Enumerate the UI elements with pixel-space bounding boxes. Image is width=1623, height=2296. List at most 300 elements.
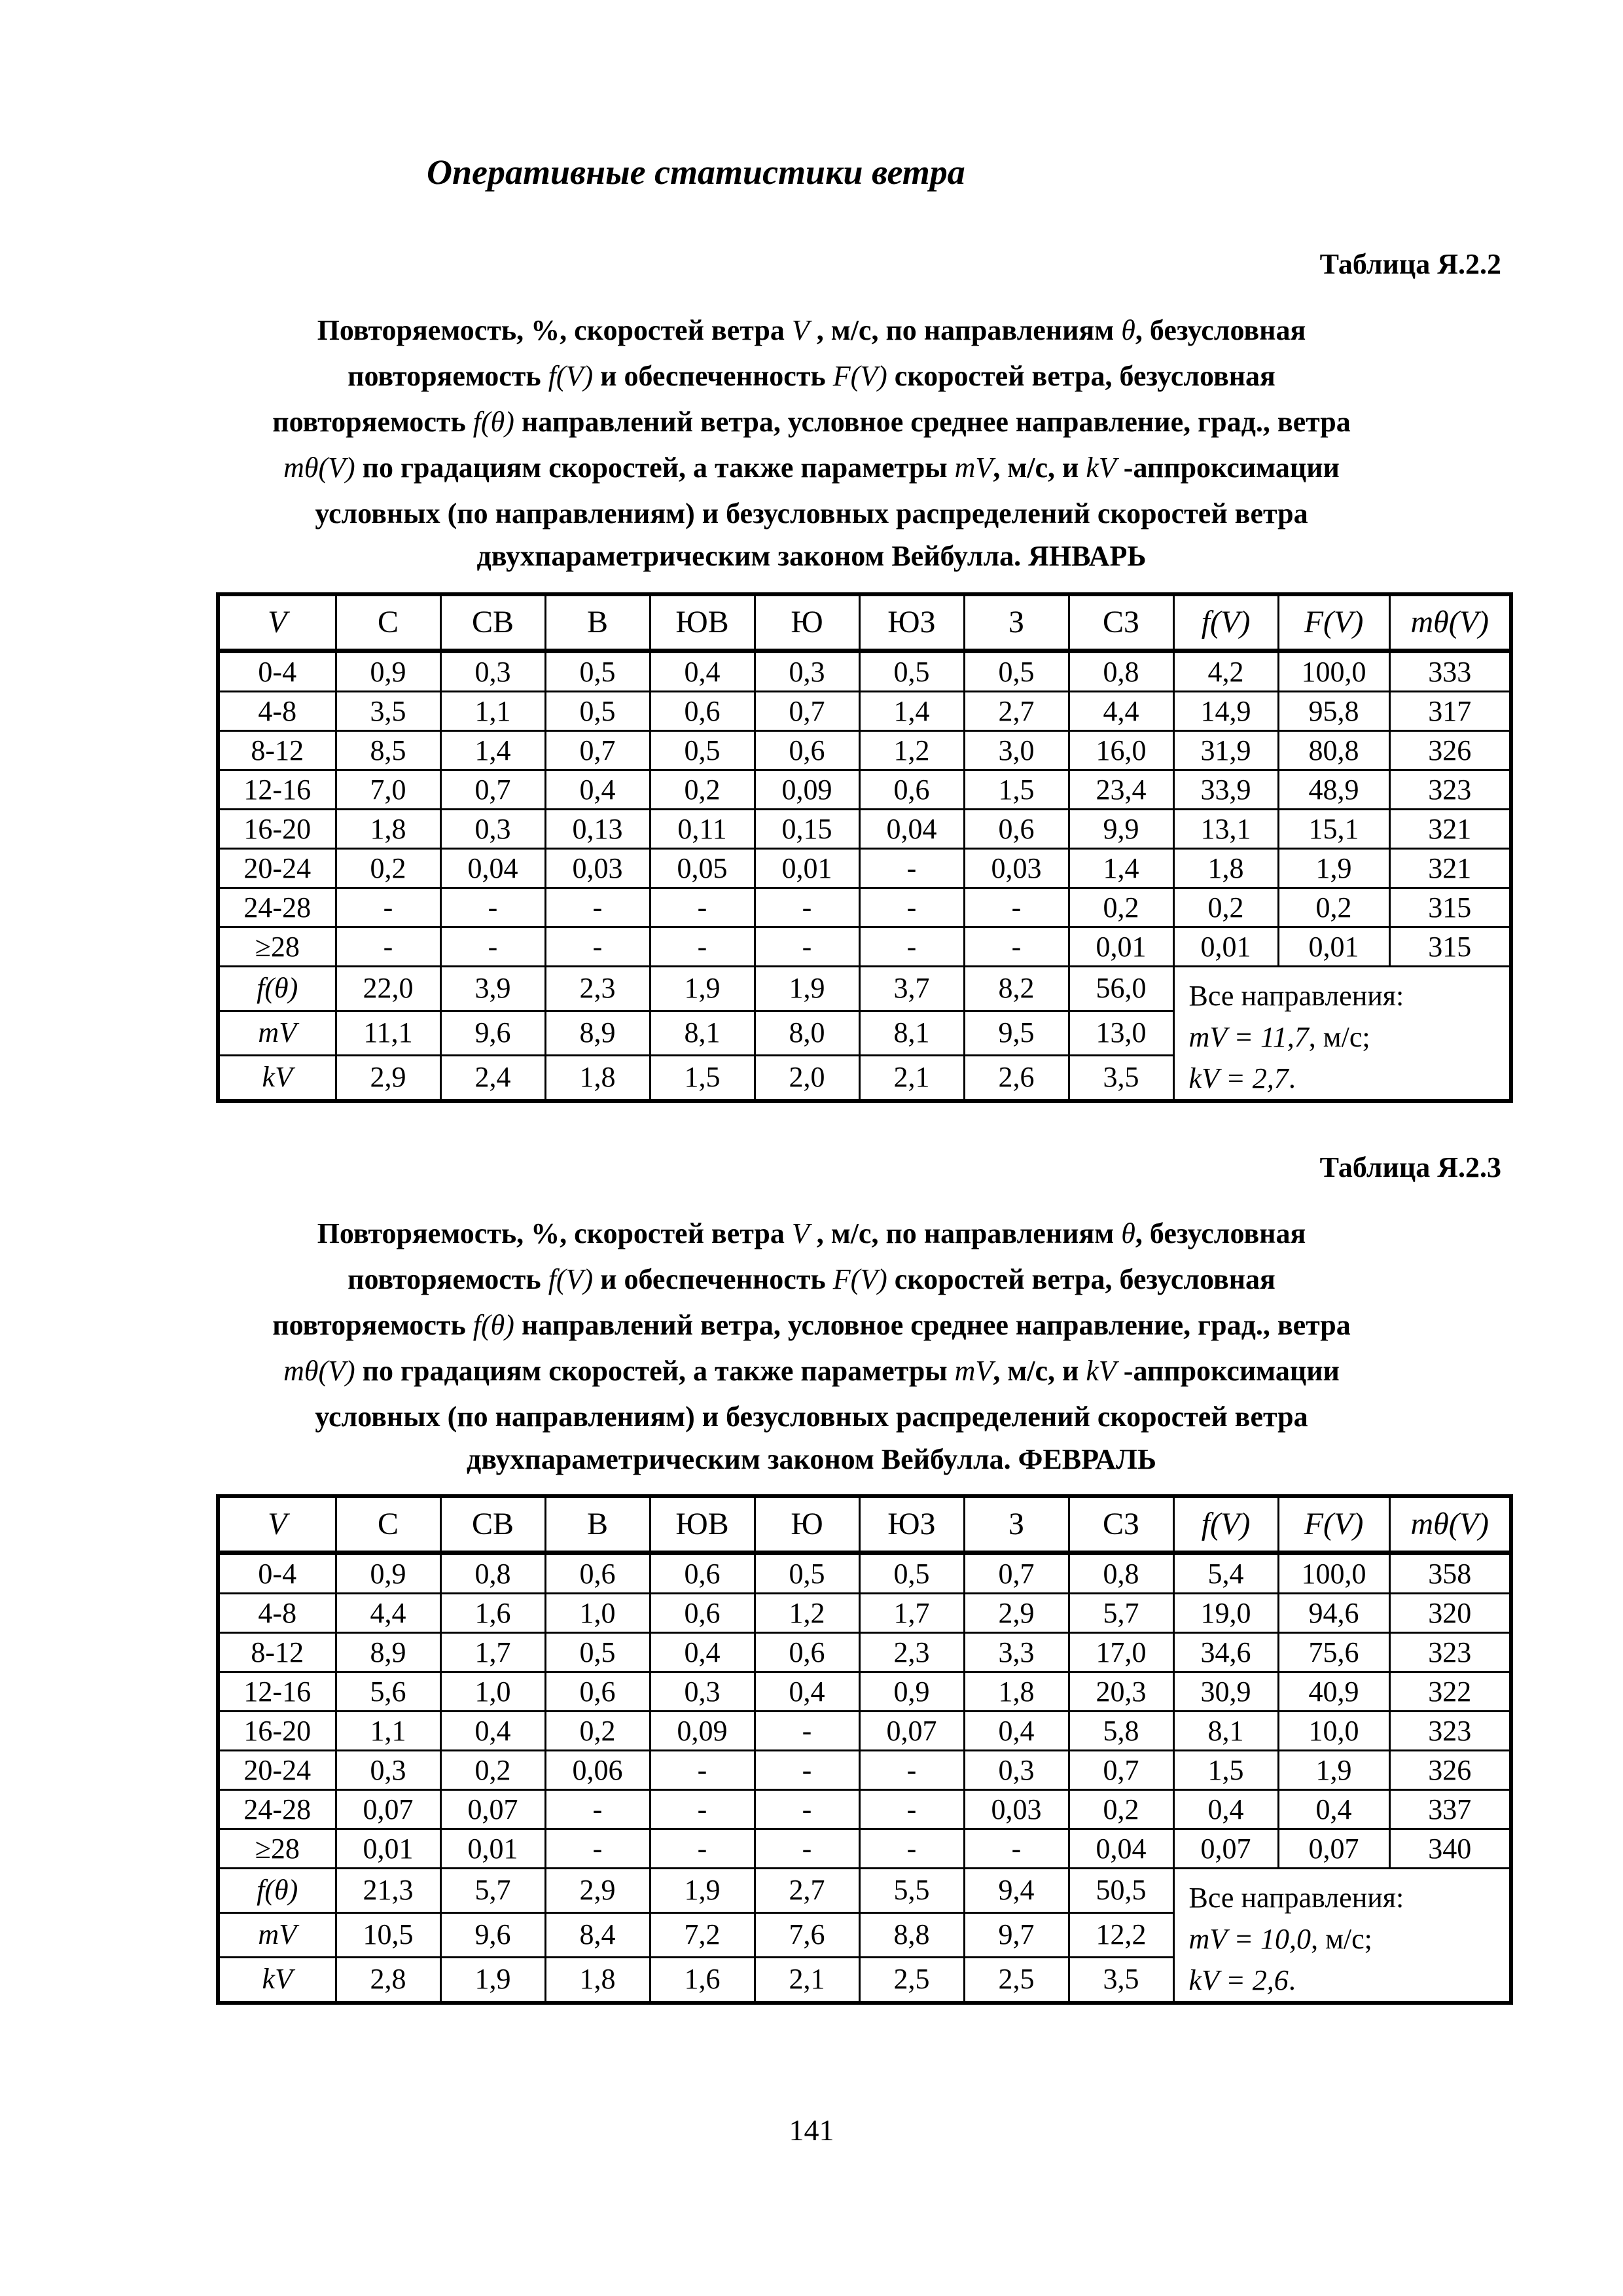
caption-text: двухпараметрическим законом Вейбулла. ФЕВРАЛЬ [466, 1443, 1157, 1475]
table-cell: 8,9 [545, 1011, 650, 1055]
table-cell: - [755, 888, 859, 927]
caption-text: -аппроксимации [1123, 1355, 1340, 1387]
table-cell: - [859, 927, 964, 967]
table-cell: 1,1 [336, 1712, 440, 1751]
table-cell: 0,6 [650, 692, 755, 731]
all-directions-summary [1173, 967, 1511, 1102]
table-cell: 14,9 [1173, 692, 1278, 731]
caption-line [122, 399, 1501, 445]
header-cell: З [964, 594, 1069, 651]
header-cell: ЮЗ [859, 1496, 964, 1553]
table-cell: 0,06 [545, 1751, 650, 1790]
table-cell: 100,0 [1278, 1553, 1389, 1594]
caption-line [122, 1211, 1501, 1257]
table-cell: 0,5 [545, 651, 650, 692]
caption-text: повторяемость [348, 1263, 541, 1295]
summary-m-v-unit: , м/с; [1308, 1021, 1370, 1053]
table-cell: 1,8 [1173, 849, 1278, 888]
caption-line [122, 1348, 1501, 1394]
table-cell: 0,01 [336, 1829, 440, 1869]
table-cell: 9,6 [440, 1011, 545, 1055]
table-cell: 1,9 [650, 1869, 755, 1913]
summary-k-v-end: . [1288, 1062, 1296, 1094]
table-cell: 50,5 [1069, 1869, 1173, 1913]
table-cell: 0,03 [964, 849, 1069, 888]
caption-text: повторяемость [272, 1309, 466, 1341]
summary-title: Все направления: [1188, 1882, 1404, 1914]
table-cell: 22,0 [336, 967, 440, 1011]
table-cell: 323 [1389, 1633, 1511, 1672]
table-cell: 75,6 [1278, 1633, 1389, 1672]
table-cell: 0,3 [650, 1672, 755, 1712]
table-cell: 333 [1389, 651, 1511, 692]
table-cell: 1,0 [440, 1672, 545, 1712]
summary-title: Все направления: [1188, 980, 1404, 1012]
table-cell: 3,0 [964, 731, 1069, 770]
summary-m-v-value: mV = 11,7 [1188, 1021, 1309, 1053]
table-cell: 2,9 [336, 1055, 440, 1101]
speed-range-cell: 0-4 [218, 1553, 336, 1594]
caption-text: Повторяемость, %, скоростей ветра [317, 1217, 785, 1249]
table-cell: 2,8 [336, 1957, 440, 2003]
table-cell: 0,6 [859, 770, 964, 810]
caption-line [122, 1394, 1501, 1440]
table-cell: 1,2 [755, 1594, 859, 1633]
table-cell: 0,5 [650, 731, 755, 770]
table-cell: 3,3 [964, 1633, 1069, 1672]
table-cell: - [755, 927, 859, 967]
symbol-f-theta: f(θ) [473, 406, 514, 438]
table-cell: 0,4 [650, 651, 755, 692]
table-cell: 1,9 [1278, 1751, 1389, 1790]
summary-k-v-end: . [1288, 1964, 1296, 1996]
f-theta-row [218, 967, 1511, 1011]
row-label-cell: kV [218, 1957, 336, 2003]
table-cell: 2,4 [440, 1055, 545, 1101]
table-cell: 17,0 [1069, 1633, 1173, 1672]
speed-range-cell: 20-24 [218, 849, 336, 888]
table-cell: 0,5 [859, 651, 964, 692]
table-cell: 0,4 [650, 1633, 755, 1672]
table-cell: - [650, 888, 755, 927]
table-cell: 0,6 [964, 810, 1069, 849]
table-cell: 0,3 [336, 1751, 440, 1790]
table-cell: 0,01 [755, 849, 859, 888]
table-cell: 0,6 [545, 1553, 650, 1594]
table-cell: 2,3 [859, 1633, 964, 1672]
table-cell: 2,7 [755, 1869, 859, 1913]
wind-table [216, 1494, 1513, 2005]
table-cell: 0,03 [964, 1790, 1069, 1829]
table-cell: 0,4 [755, 1672, 859, 1712]
symbol-v: V [791, 314, 810, 346]
table-cell: 0,5 [545, 692, 650, 731]
table-cell: 315 [1389, 888, 1511, 927]
table-cell: - [859, 1790, 964, 1829]
section-heading: Оперативные статистики ветра [427, 152, 965, 192]
table-cell: 0,9 [336, 1553, 440, 1594]
table-cell: 9,6 [440, 1912, 545, 1957]
table-cell: 100,0 [1278, 651, 1389, 692]
row-label-cell: f(θ) [218, 967, 336, 1011]
table-cell: 4,2 [1173, 651, 1278, 692]
table-cell: 0,7 [440, 770, 545, 810]
table-cell: 7,0 [336, 770, 440, 810]
table-cell: 1,8 [964, 1672, 1069, 1712]
table-cell: 0,01 [1278, 927, 1389, 967]
table-cell: 0,4 [545, 770, 650, 810]
table-cell: - [859, 1829, 964, 1869]
table-cell: 1,5 [1173, 1751, 1278, 1790]
table-cell: 5,7 [440, 1869, 545, 1913]
table-cell: 19,0 [1173, 1594, 1278, 1633]
table-cell: 1,9 [650, 967, 755, 1011]
table-row [218, 1553, 1511, 1594]
caption-line [122, 445, 1501, 491]
table-cell: 326 [1389, 1751, 1511, 1790]
speed-range-cell: 4-8 [218, 692, 336, 731]
table-header-row [218, 1496, 1511, 1553]
table-cell: 0,2 [1069, 888, 1173, 927]
table-cell: 56,0 [1069, 967, 1173, 1011]
header-cell: СЗ [1069, 594, 1173, 651]
table-cell: - [859, 888, 964, 927]
table-cell: 10,0 [1278, 1712, 1389, 1751]
table-cell: 1,1 [440, 692, 545, 731]
table-cell: - [545, 888, 650, 927]
table-cell: 0,2 [1278, 888, 1389, 927]
speed-range-cell: 12-16 [218, 1672, 336, 1712]
table-cell: 2,1 [859, 1055, 964, 1101]
header-cell: F(V) [1278, 1496, 1389, 1553]
table-row [218, 1672, 1511, 1712]
table-cell: 0,07 [1173, 1829, 1278, 1869]
table-row [218, 810, 1511, 849]
table-cell: 323 [1389, 1712, 1511, 1751]
header-cell: Ю [755, 594, 859, 651]
header-cell: V [218, 1496, 336, 1553]
table-row [218, 1712, 1511, 1751]
header-cell: ЮЗ [859, 594, 964, 651]
row-label-cell: mV [218, 1011, 336, 1055]
table-cell: 8,0 [755, 1011, 859, 1055]
summary-m-v [1189, 1016, 1510, 1058]
table-cell: 0,8 [1069, 651, 1173, 692]
table-cell: 8,8 [859, 1912, 964, 1957]
table-cell: 9,7 [964, 1912, 1069, 1957]
symbol-k-v: kV [1086, 1355, 1116, 1387]
caption-text: повторяемость [348, 360, 541, 392]
header-cell: V [218, 594, 336, 651]
table-cell: 33,9 [1173, 770, 1278, 810]
header-cell: Ю [755, 1496, 859, 1553]
symbol-f-v: f(V) [548, 360, 594, 392]
table-cell: 0,7 [1069, 1751, 1173, 1790]
table-cell: 3,5 [336, 692, 440, 731]
header-cell: F(V) [1278, 594, 1389, 651]
table-cell: 16,0 [1069, 731, 1173, 770]
table-cell: 0,8 [1069, 1553, 1173, 1594]
table-cell: 0,4 [1173, 1790, 1278, 1829]
table-cell: 1,7 [859, 1594, 964, 1633]
summary-k-v [1189, 1058, 1510, 1099]
table-cell: 1,9 [1278, 849, 1389, 888]
table-cell: 30,9 [1173, 1672, 1278, 1712]
table-cell: 358 [1389, 1553, 1511, 1594]
symbol-f-v: f(V) [548, 1263, 594, 1295]
table-header-row [218, 594, 1511, 651]
caption-text: и обеспеченность [600, 1263, 826, 1295]
summary-k-v [1189, 1960, 1510, 2001]
table-cell: 0,7 [964, 1553, 1069, 1594]
caption-text: , безусловная [1135, 314, 1306, 346]
table-cell: 0,7 [545, 731, 650, 770]
header-cell: СВ [440, 594, 545, 651]
row-label-cell: mV [218, 1912, 336, 1957]
table-cell: 5,7 [1069, 1594, 1173, 1633]
table-cell: - [755, 1829, 859, 1869]
caption-text: повторяемость [272, 406, 466, 438]
table-cell: 321 [1389, 810, 1511, 849]
table-cell: - [336, 888, 440, 927]
table-cell: 0,13 [545, 810, 650, 849]
symbol-theta: θ [1121, 1217, 1135, 1249]
header-cell: mθ(V) [1389, 594, 1511, 651]
table-cell: 2,7 [964, 692, 1069, 731]
table-cell: 40,9 [1278, 1672, 1389, 1712]
table-cell: 326 [1389, 731, 1511, 770]
table-cell: - [755, 1790, 859, 1829]
caption-line [122, 1257, 1501, 1302]
symbol-cap-f-v: F(V) [832, 360, 887, 392]
caption-line [122, 1440, 1501, 1479]
table-cell: - [964, 1829, 1069, 1869]
table-cell: 321 [1389, 849, 1511, 888]
header-cell: f(V) [1173, 594, 1278, 651]
table-cell: 8,9 [336, 1633, 440, 1672]
table-cell: 0,01 [440, 1829, 545, 1869]
table-cell: 11,1 [336, 1011, 440, 1055]
table-cell: 5,4 [1173, 1553, 1278, 1594]
header-cell: ЮВ [650, 594, 755, 651]
caption-line [122, 491, 1501, 537]
symbol-v: V [791, 1217, 810, 1249]
table-cell: - [650, 1751, 755, 1790]
symbol-k-v: kV [1086, 452, 1116, 484]
summary-m-v [1189, 1918, 1510, 1960]
table-cell: 0,01 [1173, 927, 1278, 967]
table-cell: 0,3 [440, 651, 545, 692]
caption-text: направлений ветра, условное среднее направление, град., ветра [521, 1309, 1351, 1341]
table-cell: - [650, 1790, 755, 1829]
table-cell: 3,9 [440, 967, 545, 1011]
table-cell: 0,5 [755, 1553, 859, 1594]
table-cell: 0,6 [650, 1553, 755, 1594]
all-directions-summary [1173, 1869, 1511, 2003]
table-cell: 2,5 [859, 1957, 964, 2003]
table-cell: 337 [1389, 1790, 1511, 1829]
table-cell: 0,04 [859, 810, 964, 849]
f-theta-row [218, 1869, 1511, 1913]
table-cell: 0,07 [440, 1790, 545, 1829]
speed-range-cell: 4-8 [218, 1594, 336, 1633]
table-cell: 1,6 [440, 1594, 545, 1633]
symbol-m-theta-v: mθ(V) [283, 1355, 355, 1387]
table-cell: 5,5 [859, 1869, 964, 1913]
caption-text: условных (по направлениям) и безусловных распределений скоростей ветра [315, 1401, 1308, 1433]
caption-text: направлений ветра, условное среднее направление, град., ветра [521, 406, 1351, 438]
speed-range-cell: 8-12 [218, 1633, 336, 1672]
table-cell: 80,8 [1278, 731, 1389, 770]
table-cell: 3,5 [1069, 1055, 1173, 1101]
table-cell: - [440, 888, 545, 927]
table-cell: 2,3 [545, 967, 650, 1011]
table-cell: 0,2 [650, 770, 755, 810]
speed-range-cell: ≥28 [218, 1829, 336, 1869]
table-cell: 13,1 [1173, 810, 1278, 849]
table-cell: 2,6 [964, 1055, 1069, 1101]
table-caption [122, 1211, 1501, 1479]
table-cell: 0,9 [859, 1672, 964, 1712]
table-cell: 1,9 [440, 1957, 545, 2003]
table-cell: 20,3 [1069, 1672, 1173, 1712]
table-cell: 1,8 [545, 1957, 650, 2003]
table-cell: 0,2 [545, 1712, 650, 1751]
table-cell: - [650, 927, 755, 967]
table-cell: 322 [1389, 1672, 1511, 1712]
table-cell: 0,7 [755, 692, 859, 731]
caption-text: , м/с, и [993, 1355, 1079, 1387]
table-cell: - [859, 849, 964, 888]
table-cell: 0,04 [1069, 1829, 1173, 1869]
table-cell: 317 [1389, 692, 1511, 731]
table-cell: 1,8 [545, 1055, 650, 1101]
table-cell: 48,9 [1278, 770, 1389, 810]
table-cell: 3,5 [1069, 1957, 1173, 2003]
table-cell: - [545, 1829, 650, 1869]
table-cell: - [545, 1790, 650, 1829]
table-cell: 315 [1389, 927, 1511, 967]
table-cell: 0,3 [755, 651, 859, 692]
symbol-m-v: mV [954, 452, 993, 484]
speed-range-cell: 20-24 [218, 1751, 336, 1790]
header-cell: mθ(V) [1389, 1496, 1511, 1553]
symbol-m-theta-v: mθ(V) [283, 452, 355, 484]
table-cell: 0,3 [440, 810, 545, 849]
table-cell: 2,5 [964, 1957, 1069, 2003]
row-label-cell: f(θ) [218, 1869, 336, 1913]
speed-range-cell: 8-12 [218, 731, 336, 770]
header-cell: В [545, 1496, 650, 1553]
table-cell: 0,11 [650, 810, 755, 849]
table-cell: 0,2 [1173, 888, 1278, 927]
table-cell: 0,8 [440, 1553, 545, 1594]
caption-text: и обеспеченность [600, 360, 826, 392]
table-row [218, 849, 1511, 888]
table-cell: 1,4 [1069, 849, 1173, 888]
caption-text: по градациям скоростей, а также параметры [362, 452, 948, 484]
caption-text: , м/с, по направлениям [816, 314, 1115, 346]
table-label: Таблица Я.2.3 [1319, 1151, 1501, 1183]
caption-line [122, 537, 1501, 576]
table-cell: 2,0 [755, 1055, 859, 1101]
table-row [218, 770, 1511, 810]
table-cell: 0,03 [545, 849, 650, 888]
table-cell: 13,0 [1069, 1011, 1173, 1055]
header-cell: В [545, 594, 650, 651]
summary-k-v-value: kV = 2,7 [1188, 1062, 1289, 1094]
table-cell: 0,07 [1278, 1829, 1389, 1869]
caption-line [122, 1302, 1501, 1348]
table-cell: 9,5 [964, 1011, 1069, 1055]
table-cell: 94,6 [1278, 1594, 1389, 1633]
table-cell: 8,5 [336, 731, 440, 770]
symbol-f-theta: f(θ) [473, 1309, 514, 1341]
table-cell: 2,9 [545, 1869, 650, 1913]
speed-range-cell: ≥28 [218, 927, 336, 967]
speed-range-cell: 24-28 [218, 1790, 336, 1829]
header-cell: f(V) [1173, 1496, 1278, 1553]
table-cell: - [964, 888, 1069, 927]
table-cell: 31,9 [1173, 731, 1278, 770]
table-cell: - [440, 927, 545, 967]
table-cell: 7,6 [755, 1912, 859, 1957]
table-row [218, 927, 1511, 967]
table-cell: 1,9 [755, 967, 859, 1011]
table-cell: 0,04 [440, 849, 545, 888]
caption-text: , безусловная [1135, 1217, 1306, 1249]
table-cell: 0,6 [545, 1672, 650, 1712]
table-cell: 2,9 [964, 1594, 1069, 1633]
table-cell: 0,2 [1069, 1790, 1173, 1829]
table-cell: 1,4 [859, 692, 964, 731]
speed-range-cell: 24-28 [218, 888, 336, 927]
table-row [218, 1594, 1511, 1633]
table-cell: 323 [1389, 770, 1511, 810]
symbol-cap-f-v: F(V) [832, 1263, 887, 1295]
table-cell: - [336, 927, 440, 967]
header-cell: ЮВ [650, 1496, 755, 1553]
table-cell: 0,15 [755, 810, 859, 849]
table-row [218, 1829, 1511, 1869]
speed-range-cell: 0-4 [218, 651, 336, 692]
table-cell: 8,2 [964, 967, 1069, 1011]
table-cell: 0,5 [545, 1633, 650, 1672]
caption-text: условных (по направлениям) и безусловных распределений скоростей ветра [315, 497, 1308, 529]
speed-range-cell: 12-16 [218, 770, 336, 810]
table-cell: 1,5 [964, 770, 1069, 810]
caption-text: скоростей ветра, безусловная [894, 1263, 1275, 1295]
table-row [218, 692, 1511, 731]
wind-table [216, 592, 1513, 1103]
table-cell: 1,5 [650, 1055, 755, 1101]
speed-range-cell: 16-20 [218, 1712, 336, 1751]
header-cell: З [964, 1496, 1069, 1553]
table-cell: 1,0 [545, 1594, 650, 1633]
caption-text: , м/с, и [993, 452, 1079, 484]
table-cell: 15,1 [1278, 810, 1389, 849]
header-cell: С [336, 1496, 440, 1553]
table-cell: - [650, 1829, 755, 1869]
summary-m-v-value: mV = 10,0 [1188, 1923, 1311, 1955]
caption-text: двухпараметрическим законом Вейбулла. ЯНВАРЬ [476, 540, 1147, 572]
table-cell: 3,7 [859, 967, 964, 1011]
table-cell: 8,4 [545, 1912, 650, 1957]
page-number: 141 [789, 2113, 834, 2147]
table-cell: 95,8 [1278, 692, 1389, 731]
speed-range-cell: 16-20 [218, 810, 336, 849]
table-cell: 8,1 [650, 1011, 755, 1055]
